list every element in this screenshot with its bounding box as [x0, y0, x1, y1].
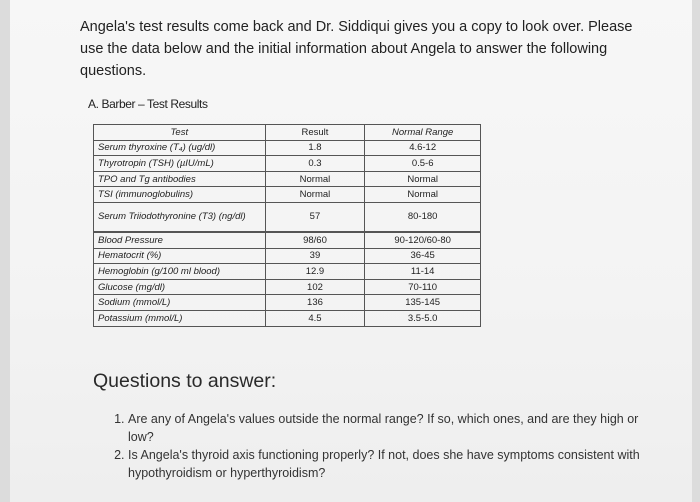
test-result: Normal [265, 171, 365, 187]
table-row [94, 140, 481, 156]
test-normal-range: 36-45 [365, 248, 481, 264]
test-normal-range: 11-14 [365, 264, 481, 280]
test-result: 12.9 [265, 264, 365, 280]
test-normal-range: Normal [365, 187, 481, 203]
test-name: Potassium (mmol/L) [94, 310, 266, 326]
test-name: Serum thyroxine (T₄) (ug/dl) [94, 140, 266, 156]
table-caption: A. Barber – Test Results [88, 97, 208, 111]
test-results-table [93, 124, 481, 327]
table-row [94, 171, 481, 187]
test-result: Normal [265, 187, 365, 203]
test-normal-range: 4.6-12 [365, 140, 481, 156]
table-row [94, 202, 481, 232]
test-normal-range: 90-120/60-80 [365, 232, 481, 248]
questions-list [110, 410, 648, 482]
test-result: 39 [265, 248, 365, 264]
test-name: Thyrotropin (TSH) (µIU/mL) [94, 156, 266, 172]
test-result: 57 [265, 202, 365, 232]
test-result: 98/60 [265, 232, 365, 248]
test-name: Blood Pressure [94, 232, 266, 248]
table-row [94, 264, 481, 280]
header-normal-range: Normal Range [365, 125, 481, 141]
test-result: 102 [265, 279, 365, 295]
test-name: TPO and Tg antibodies [94, 171, 266, 187]
document-page [10, 0, 692, 502]
table-row [94, 156, 481, 172]
question-item: 2. Is Angela's thyroid axis functioning properly? If not, does she have symptoms consistent with hypothyroidism or hyperthyroidism? [128, 446, 648, 482]
test-normal-range: 135-145 [365, 295, 481, 311]
test-result: 1.8 [265, 140, 365, 156]
test-normal-range: 80-180 [365, 202, 481, 232]
test-result: 0.3 [265, 156, 365, 172]
table-row [94, 248, 481, 264]
test-normal-range: Normal [365, 171, 481, 187]
test-name: Hematocrit (%) [94, 248, 266, 264]
test-normal-range: 70-110 [365, 279, 481, 295]
test-name: Sodium (mmol/L) [94, 295, 266, 311]
table-header-row [94, 125, 481, 141]
table-row [94, 295, 481, 311]
table-row [94, 310, 481, 326]
test-name: Hemoglobin (g/100 ml blood) [94, 264, 266, 280]
header-result: Result [265, 125, 365, 141]
table-row [94, 187, 481, 203]
test-name: TSI (immunoglobulins) [94, 187, 266, 203]
question-item: 1. Are any of Angela's values outside the normal range? If so, which ones, and are they high or low? [128, 410, 648, 446]
header-test: Test [94, 125, 266, 141]
test-name: Serum Triiodothyronine (T3) (ng/dl) [94, 202, 266, 232]
intro-paragraph: Angela's test results come back and Dr. Siddiqui gives you a copy to look over. Please use the data below and the initial information about Angela to answer the following questions. [80, 19, 633, 79]
table-row [94, 279, 481, 295]
test-normal-range: 3.5-5.0 [365, 310, 481, 326]
test-name: Glucose (mg/dl) [94, 279, 266, 295]
questions-heading: Questions to answer: [93, 370, 277, 392]
test-result: 136 [265, 295, 365, 311]
table-row [94, 232, 481, 248]
test-normal-range: 0.5-6 [365, 156, 481, 172]
test-result: 4.5 [265, 310, 365, 326]
